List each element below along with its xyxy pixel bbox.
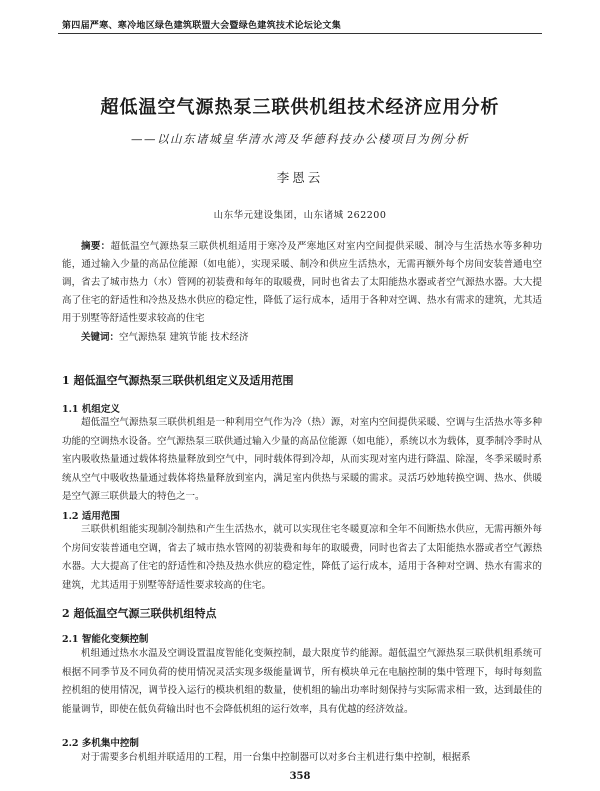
running-head: 第四届严寒、寒冷地区绿色建筑联盟大会暨绿色建筑技术论坛论文集 [62,21,342,31]
section-2-1-text: 机组通过热水水温及空调设置温度智能化变频控制，最大限度节约能源。超低温空气源热泵三联供机组系统可根据不同季节及不同负荷的使用情况灵活实现多级能量调节，所有模块单元在电脑控制的集中管理下，每时每刻监控机组的使用情况，调节投入运行的模块机组的数量，使机组的输出功率时刻保持与实际需求相一致，达到最佳的能量调节，即使在低负荷输出时也不会降低机组的运行效率，具有优越的经济效益。 [62,648,542,715]
paper-subtitle: ——以山东诸城皇华清水湾及华德科技办公楼项目为例分析 [131,132,469,146]
author-affiliation: 山东华元建设集团，山东诸城 262200 [213,210,387,221]
abstract-text: 超低温空气源热泵三联供机组适用于寒冷及严寒地区对室内空间提供采暖、制冷与生活热水等多种功能，通过输入少量的高品位能源（如电能），实现采暖、制冷和供应生活热水，无需再额外每个房间安装普通电空调，省去了城市热力（水）管网的初装费和每年的取暖费，同时也省去了太阳能热水器或者空气源热水器。大大提高了住宅的舒适性和冷热及热水供应的稳定性，降低了运行成本，适用于各种对空调、热水有需求的建筑，尤其适用于别墅等舒适性要求较高的住宅 [62,241,542,324]
header-rule [58,33,542,34]
section-2-2-heading: 2.2 多机集中控制 [62,738,139,749]
page-number: 358 [289,771,311,782]
section-1-2-text: 三联供机组能实现制冷制热和产生生活热水，就可以实现住宅冬暖夏凉和全年不间断热水供应，无需再额外每个房间安装普通电空调，省去了城市热水管网的初装费和每年的取暖费，同时也省去了太阳能热水器或者空气源热水器。大大提高了住宅的舒适性和冷热及热水供应的稳定性，降低了运行成本，适用于各种对空调、热水有需求的建筑，尤其适用于别墅等舒适性要求较高的住宅。 [62,524,542,591]
author-name: 李恩云 [276,170,324,185]
section-1-2-heading: 1.2 适用范围 [62,511,120,522]
abstract [62,238,542,328]
section-2-1-heading: 2.1 智能化变频控制 [62,634,149,645]
keywords [62,329,542,347]
section-2-2-text: 对于需要多台机组并联适用的工程，用一台集中控制器可以对多台主机进行集中控制，根据系 [81,752,471,763]
section-1-heading: 1 超低温空气源热泵三联供机组定义及适用范围 [62,374,294,387]
abstract-label: 摘要： [81,241,111,252]
paper-title: 超低温空气源热泵三联供机组技术经济应用分析 [100,97,500,118]
section-1-1-heading: 1.1 机组定义 [62,404,120,415]
section-1-1-text: 超低温空气源热泵三联供机组是一种利用空气作为冷（热）源，对室内空间提供采暖、空调与生活热水等多种功能的空调热水设备。空气源热泵三联供通过输入少量的高品位能源（如电能），系统以水为载体，夏季制冷季时从室内吸收热量通过载体将热量释放到空气中，同时载体得到冷却，从而实现对室内进行降温、除湿，冬季采暖时系统从空气中吸收热量通过载体将热量释放到室内，满足室内供热与采暖的需求。灵活巧妙地转换空调、热水、供暖是空气源三联供最大的特色之一。 [62,417,542,502]
keywords-text: 空气源热泵 建筑节能 技术经济 [119,332,249,343]
section-2-heading: 2 超低温空气源三联供机组特点 [62,607,217,620]
keywords-label: 关键词： [81,332,120,343]
